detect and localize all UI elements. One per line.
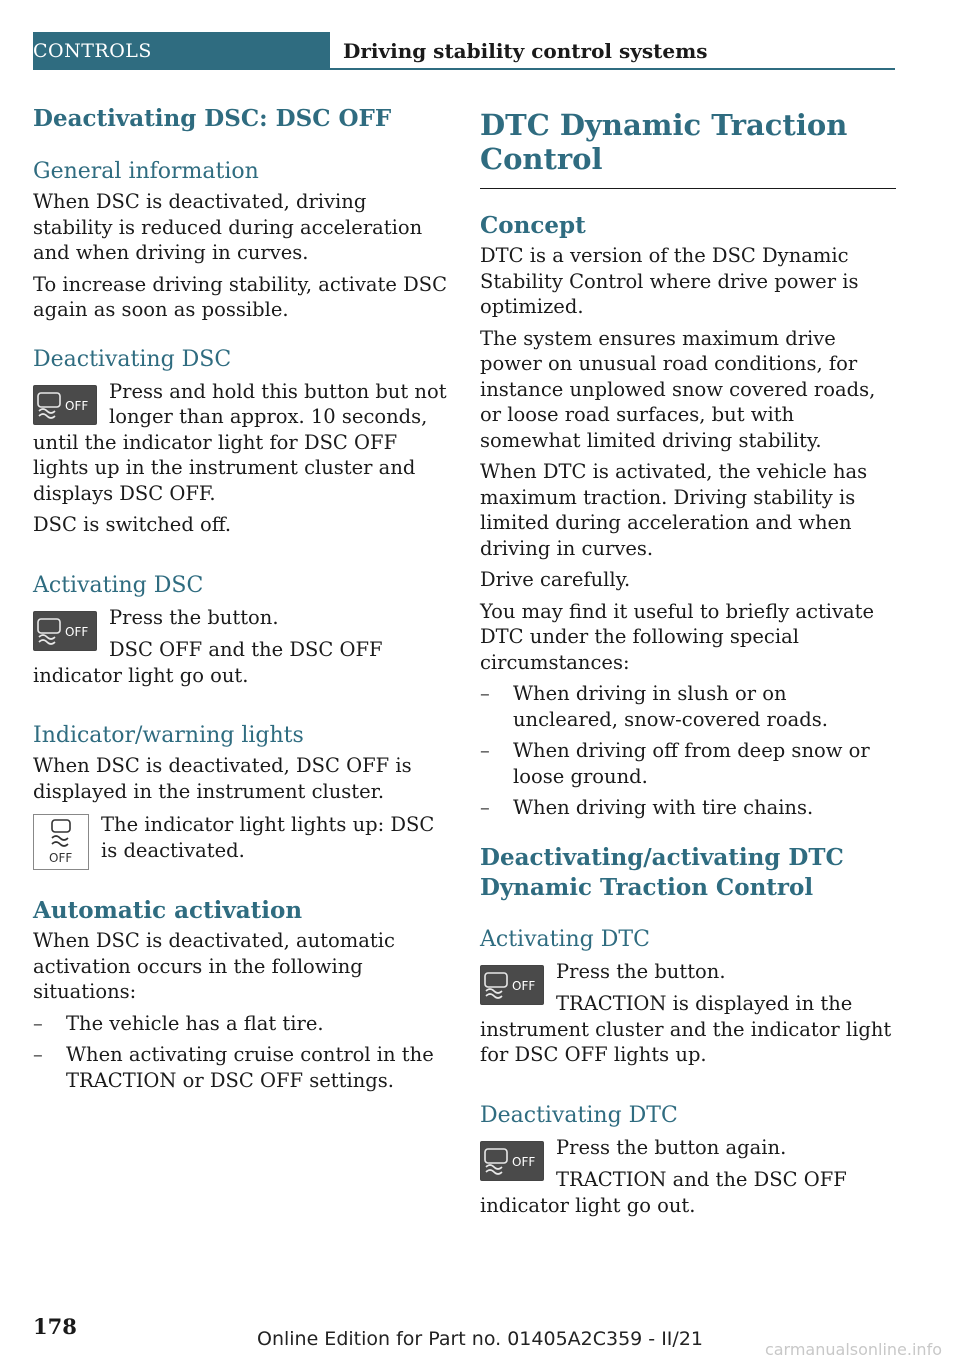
paragraph: Press the button. xyxy=(556,959,726,983)
chapter-title: Driving stability control systems xyxy=(343,39,708,63)
svg-text:OFF: OFF xyxy=(65,398,89,413)
paragraph: When DTC is activated, the vehicle has maximum traction. Driving stability is limited during acceleration and when driving in curves. xyxy=(480,460,868,560)
list-item: – When activating cruise control in the TRACTION or DSC OFF settings. xyxy=(33,1043,434,1092)
paragraph: DSC OFF and the DSC OFF indicator light go out. xyxy=(33,638,383,687)
paragraph: When DSC is deactivated, DSC OFF is displayed in the instrument cluster. xyxy=(33,754,412,803)
paragraph: Drive carefully. xyxy=(480,568,631,591)
list-item: – When driving in slush or on uncleared, snow-covered roads. xyxy=(480,682,828,731)
watermark: carmanualsonline.info xyxy=(764,1340,942,1359)
paragraph: Press the button. xyxy=(109,605,279,629)
page-number: 178 xyxy=(33,1314,77,1339)
paragraph: DTC is a version of the DSC Dynamic Stability Control where drive power is optimized. xyxy=(480,244,859,318)
paragraph: You may find it useful to briefly activate DTC under the following special circumstances: xyxy=(480,599,875,674)
heading-activating-dsc: Activating DSC xyxy=(33,572,204,598)
header-rule xyxy=(330,68,895,70)
bullet-list xyxy=(480,681,896,821)
dsc-off-button-icon xyxy=(33,385,97,425)
section-tab xyxy=(33,32,330,70)
page-header xyxy=(33,32,895,70)
heading-automatic-activation: Automatic activation xyxy=(33,897,303,924)
list-item: – When driving off from deep snow or loose ground. xyxy=(480,739,870,788)
section-label: CONTROLS xyxy=(33,40,152,62)
paragraph: When DSC is deactivated, driving stability is reduced during acceleration and when driving in curves. xyxy=(33,190,423,264)
heading-deactivating-dsc: Deactivating DSC xyxy=(33,346,232,372)
svg-text:OFF: OFF xyxy=(512,1154,536,1169)
heading-general-information: General information xyxy=(33,159,259,184)
paragraph: To increase driving stability, activate DSC again as soon as possible. xyxy=(33,272,447,321)
section-title-dtc: DTC Dynamic Traction Control xyxy=(480,108,848,176)
svg-text:OFF: OFF xyxy=(65,624,89,639)
bullet-list xyxy=(33,1011,451,1094)
list-item: – The vehicle has a flat tire. xyxy=(33,1011,324,1035)
heading-concept: Concept xyxy=(480,212,586,239)
heading-activating-dtc: Activating DTC xyxy=(480,926,650,952)
left-column xyxy=(33,104,451,1093)
right-column xyxy=(480,104,896,1218)
heading-indicator-warning-lights: Indicator/warning lights xyxy=(33,723,304,748)
svg-text:OFF: OFF xyxy=(512,978,536,993)
dsc-off-button-icon xyxy=(33,611,97,651)
paragraph: The system ensures maximum drive power on unusual road conditions, for instance unplowed snow covered roads, or loose road surfaces, but with somewhat limited driving stability. xyxy=(480,326,876,452)
paragraph: TRACTION and the DSC OFF indicator light go out. xyxy=(480,1168,847,1217)
paragraph: TRACTION is displayed in the instrument cluster and the indicator light for DSC OFF lights up. xyxy=(480,992,892,1066)
paragraph: DSC is switched off. xyxy=(33,513,232,536)
list-item: – When driving with tire chains. xyxy=(480,796,814,819)
paragraph: The indicator light lights up: DSC is deactivated. xyxy=(101,813,435,862)
title-rule xyxy=(480,188,896,189)
heading-deactivating-activating-dtc: Deactivating/activating DTC Dynamic Traction Control xyxy=(480,843,844,901)
svg-text:OFF: OFF xyxy=(49,851,73,865)
dsc-off-button-icon xyxy=(480,1141,544,1181)
paragraph: Press and hold this button but not longer than approx. 10 seconds, until the indicator light for DSC OFF lights up in the instrument cluster and displays DSC OFF. xyxy=(33,379,447,505)
paragraph: Press the button again. xyxy=(556,1135,787,1159)
dsc-off-indicator-icon xyxy=(33,814,89,870)
dsc-off-button-icon xyxy=(480,965,544,1005)
heading-deactivating-dtc: Deactivating DTC xyxy=(480,1102,678,1128)
heading-deactivating-dsc-off: Deactivating DSC: DSC OFF xyxy=(33,105,392,132)
paragraph: When DSC is deactivated, automatic activation occurs in the following situations: xyxy=(33,929,395,1003)
edition-footer: Online Edition for Part no. 01405A2C359 - II/21 xyxy=(256,1328,703,1350)
